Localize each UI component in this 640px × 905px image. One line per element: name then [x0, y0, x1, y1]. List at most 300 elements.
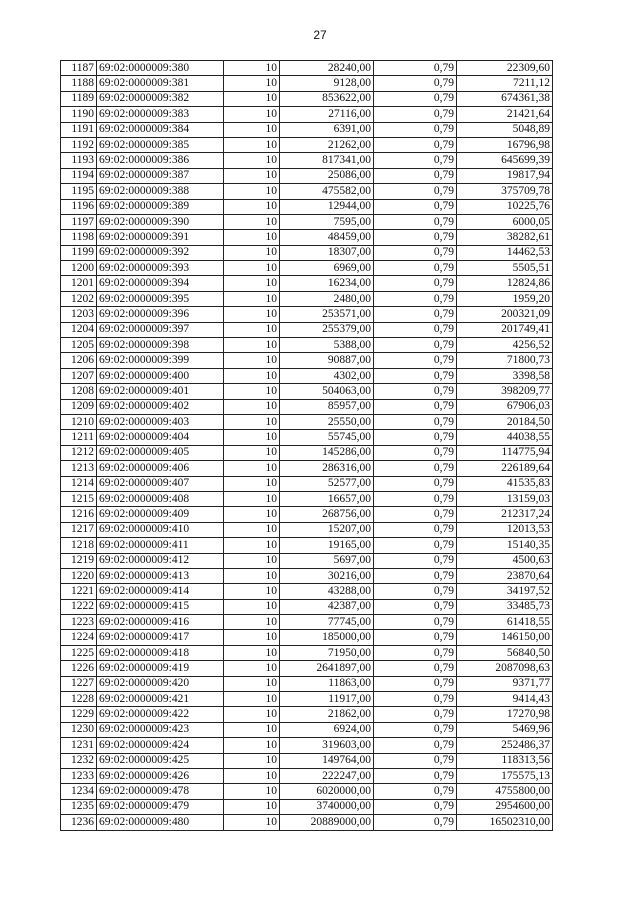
- coefficient-cell: 0,79: [374, 214, 457, 229]
- row-number-cell: 1229: [61, 707, 97, 722]
- coefficient-cell: 0,79: [374, 261, 457, 276]
- coefficient-cell: 0,79: [374, 568, 457, 583]
- coefficient-cell: 0,79: [374, 584, 457, 599]
- value-a-cell: 10: [224, 568, 280, 583]
- table-row: [61, 199, 553, 214]
- cadastral-number-cell: 69:02:0000009:380: [97, 61, 224, 76]
- cadastral-number-cell: 69:02:0000009:399: [97, 353, 224, 368]
- table-row: [61, 599, 553, 614]
- value-b-cell: 185000,00: [280, 630, 374, 645]
- cadastral-number-cell: 69:02:0000009:407: [97, 476, 224, 491]
- row-number-cell: 1219: [61, 553, 97, 568]
- row-number-cell: 1214: [61, 476, 97, 491]
- cadastral-number-cell: 69:02:0000009:401: [97, 384, 224, 399]
- row-number-cell: 1195: [61, 184, 97, 199]
- value-a-cell: 10: [224, 76, 280, 91]
- result-cell: 4500,63: [457, 553, 553, 568]
- cadastral-number-cell: 69:02:0000009:413: [97, 568, 224, 583]
- result-cell: 212317,24: [457, 507, 553, 522]
- result-cell: 200321,09: [457, 307, 553, 322]
- value-a-cell: 10: [224, 491, 280, 506]
- table-row: [61, 799, 553, 814]
- value-a-cell: 10: [224, 784, 280, 799]
- value-a-cell: 10: [224, 384, 280, 399]
- coefficient-cell: 0,79: [374, 137, 457, 152]
- row-number-cell: 1210: [61, 414, 97, 429]
- value-a-cell: 10: [224, 507, 280, 522]
- value-a-cell: 10: [224, 199, 280, 214]
- coefficient-cell: 0,79: [374, 707, 457, 722]
- row-number-cell: 1189: [61, 91, 97, 106]
- coefficient-cell: 0,79: [374, 599, 457, 614]
- result-cell: 4755800,00: [457, 784, 553, 799]
- row-number-cell: 1232: [61, 753, 97, 768]
- value-b-cell: 6924,00: [280, 722, 374, 737]
- row-number-cell: 1188: [61, 76, 97, 91]
- coefficient-cell: 0,79: [374, 353, 457, 368]
- value-b-cell: 77745,00: [280, 615, 374, 630]
- cadastral-number-cell: 69:02:0000009:423: [97, 722, 224, 737]
- coefficient-cell: 0,79: [374, 507, 457, 522]
- result-cell: 2954600,00: [457, 799, 553, 814]
- coefficient-cell: 0,79: [374, 199, 457, 214]
- row-number-cell: 1200: [61, 261, 97, 276]
- cadastral-number-cell: 69:02:0000009:426: [97, 768, 224, 783]
- value-b-cell: 6969,00: [280, 261, 374, 276]
- cadastral-number-cell: 69:02:0000009:386: [97, 153, 224, 168]
- value-a-cell: 10: [224, 753, 280, 768]
- coefficient-cell: 0,79: [374, 461, 457, 476]
- table-row: [61, 738, 553, 753]
- coefficient-cell: 0,79: [374, 661, 457, 676]
- row-number-cell: 1207: [61, 368, 97, 383]
- value-a-cell: 10: [224, 230, 280, 245]
- cadastral-number-cell: 69:02:0000009:403: [97, 414, 224, 429]
- cadastral-number-cell: 69:02:0000009:421: [97, 692, 224, 707]
- table-row: [61, 692, 553, 707]
- row-number-cell: 1187: [61, 61, 97, 76]
- result-cell: 645699,39: [457, 153, 553, 168]
- value-b-cell: 11917,00: [280, 692, 374, 707]
- table-row: [61, 768, 553, 783]
- table-row: [61, 753, 553, 768]
- cadastral-number-cell: 69:02:0000009:388: [97, 184, 224, 199]
- result-cell: 4256,52: [457, 338, 553, 353]
- cadastral-number-cell: 69:02:0000009:410: [97, 522, 224, 537]
- value-b-cell: 149764,00: [280, 753, 374, 768]
- result-cell: 16502310,00: [457, 815, 553, 830]
- coefficient-cell: 0,79: [374, 784, 457, 799]
- value-b-cell: 9128,00: [280, 76, 374, 91]
- row-number-cell: 1196: [61, 199, 97, 214]
- row-number-cell: 1192: [61, 137, 97, 152]
- coefficient-cell: 0,79: [374, 476, 457, 491]
- value-a-cell: 10: [224, 261, 280, 276]
- row-number-cell: 1209: [61, 399, 97, 414]
- cadastral-number-cell: 69:02:0000009:425: [97, 753, 224, 768]
- coefficient-cell: 0,79: [374, 307, 457, 322]
- result-cell: 9371,77: [457, 676, 553, 691]
- table-row: [61, 276, 553, 291]
- coefficient-cell: 0,79: [374, 122, 457, 137]
- value-a-cell: 10: [224, 137, 280, 152]
- result-cell: 10225,76: [457, 199, 553, 214]
- row-number-cell: 1199: [61, 245, 97, 260]
- coefficient-cell: 0,79: [374, 738, 457, 753]
- result-cell: 7211,12: [457, 76, 553, 91]
- value-b-cell: 504063,00: [280, 384, 374, 399]
- value-a-cell: 10: [224, 245, 280, 260]
- row-number-cell: 1205: [61, 338, 97, 353]
- result-cell: 20184,50: [457, 414, 553, 429]
- table-row: [61, 676, 553, 691]
- value-b-cell: 52577,00: [280, 476, 374, 491]
- result-cell: 19817,94: [457, 168, 553, 183]
- cadastral-number-cell: 69:02:0000009:398: [97, 338, 224, 353]
- cadastral-number-cell: 69:02:0000009:385: [97, 137, 224, 152]
- row-number-cell: 1225: [61, 645, 97, 660]
- table-row: [61, 230, 553, 245]
- value-a-cell: 10: [224, 738, 280, 753]
- table-row: [61, 507, 553, 522]
- value-b-cell: 11863,00: [280, 676, 374, 691]
- table-row: [61, 137, 553, 152]
- value-a-cell: 10: [224, 91, 280, 106]
- row-number-cell: 1206: [61, 353, 97, 368]
- value-a-cell: 10: [224, 322, 280, 337]
- row-number-cell: 1222: [61, 599, 97, 614]
- value-a-cell: 10: [224, 338, 280, 353]
- cadastral-number-cell: 69:02:0000009:417: [97, 630, 224, 645]
- cadastral-number-cell: 69:02:0000009:382: [97, 91, 224, 106]
- value-b-cell: 4302,00: [280, 368, 374, 383]
- row-number-cell: 1234: [61, 784, 97, 799]
- value-b-cell: 27116,00: [280, 107, 374, 122]
- value-a-cell: 10: [224, 399, 280, 414]
- coefficient-cell: 0,79: [374, 168, 457, 183]
- result-cell: 2087098,63: [457, 661, 553, 676]
- page-number: 27: [313, 28, 327, 42]
- table-row: [61, 384, 553, 399]
- table-row: [61, 815, 553, 830]
- row-number-cell: 1197: [61, 214, 97, 229]
- cadastral-number-cell: 69:02:0000009:404: [97, 430, 224, 445]
- value-a-cell: 10: [224, 661, 280, 676]
- table-row: [61, 399, 553, 414]
- cadastral-number-cell: 69:02:0000009:400: [97, 368, 224, 383]
- coefficient-cell: 0,79: [374, 522, 457, 537]
- value-b-cell: 268756,00: [280, 507, 374, 522]
- table-row: [61, 430, 553, 445]
- value-a-cell: 10: [224, 476, 280, 491]
- table-row: [61, 61, 553, 76]
- cadastral-number-cell: 69:02:0000009:480: [97, 815, 224, 830]
- row-number-cell: 1224: [61, 630, 97, 645]
- result-cell: 22309,60: [457, 61, 553, 76]
- coefficient-cell: 0,79: [374, 291, 457, 306]
- result-cell: 9414,43: [457, 692, 553, 707]
- coefficient-cell: 0,79: [374, 368, 457, 383]
- table-row: [61, 522, 553, 537]
- result-cell: 71800,73: [457, 353, 553, 368]
- result-cell: 17270,98: [457, 707, 553, 722]
- result-cell: 118313,56: [457, 753, 553, 768]
- value-b-cell: 71950,00: [280, 645, 374, 660]
- table-row: [61, 107, 553, 122]
- table-row: [61, 322, 553, 337]
- result-cell: 201749,41: [457, 322, 553, 337]
- value-a-cell: 10: [224, 692, 280, 707]
- cadastral-number-cell: 69:02:0000009:402: [97, 399, 224, 414]
- row-number-cell: 1198: [61, 230, 97, 245]
- result-cell: 44038,55: [457, 430, 553, 445]
- table-row: [61, 368, 553, 383]
- row-number-cell: 1226: [61, 661, 97, 676]
- value-b-cell: 15207,00: [280, 522, 374, 537]
- value-b-cell: 21862,00: [280, 707, 374, 722]
- cadastral-number-cell: 69:02:0000009:387: [97, 168, 224, 183]
- cadastral-number-cell: 69:02:0000009:418: [97, 645, 224, 660]
- table-row: [61, 307, 553, 322]
- row-number-cell: 1203: [61, 307, 97, 322]
- row-number-cell: 1193: [61, 153, 97, 168]
- table-row: [61, 153, 553, 168]
- result-cell: 114775,94: [457, 445, 553, 460]
- coefficient-cell: 0,79: [374, 768, 457, 783]
- table-row: [61, 122, 553, 137]
- table-row: [61, 414, 553, 429]
- coefficient-cell: 0,79: [374, 276, 457, 291]
- result-cell: 41535,83: [457, 476, 553, 491]
- value-b-cell: 28240,00: [280, 61, 374, 76]
- table-row: [61, 584, 553, 599]
- result-cell: 226189,64: [457, 461, 553, 476]
- value-b-cell: 7595,00: [280, 214, 374, 229]
- table-row: [61, 76, 553, 91]
- table-row: [61, 661, 553, 676]
- result-cell: 175575,13: [457, 768, 553, 783]
- table-row: [61, 168, 553, 183]
- value-a-cell: 10: [224, 153, 280, 168]
- coefficient-cell: 0,79: [374, 491, 457, 506]
- table-row: [61, 568, 553, 583]
- result-cell: 13159,03: [457, 491, 553, 506]
- value-b-cell: 18307,00: [280, 245, 374, 260]
- row-number-cell: 1227: [61, 676, 97, 691]
- value-a-cell: 10: [224, 630, 280, 645]
- coefficient-cell: 0,79: [374, 815, 457, 830]
- value-b-cell: 319603,00: [280, 738, 374, 753]
- table-row: [61, 261, 553, 276]
- coefficient-cell: 0,79: [374, 399, 457, 414]
- table-row: [61, 184, 553, 199]
- cadastral-number-cell: 69:02:0000009:408: [97, 491, 224, 506]
- result-cell: 61418,55: [457, 615, 553, 630]
- result-cell: 34197,52: [457, 584, 553, 599]
- table-row: [61, 630, 553, 645]
- row-number-cell: 1212: [61, 445, 97, 460]
- row-number-cell: 1217: [61, 522, 97, 537]
- result-cell: 15140,35: [457, 538, 553, 553]
- table-row: [61, 338, 553, 353]
- row-number-cell: 1233: [61, 768, 97, 783]
- value-a-cell: 10: [224, 168, 280, 183]
- value-b-cell: 2480,00: [280, 291, 374, 306]
- table-row: [61, 553, 553, 568]
- result-cell: 33485,73: [457, 599, 553, 614]
- table-body: [61, 61, 553, 831]
- value-b-cell: 19165,00: [280, 538, 374, 553]
- cadastral-number-cell: 69:02:0000009:411: [97, 538, 224, 553]
- value-a-cell: 10: [224, 353, 280, 368]
- result-cell: 14462,53: [457, 245, 553, 260]
- value-a-cell: 10: [224, 599, 280, 614]
- value-b-cell: 255379,00: [280, 322, 374, 337]
- value-a-cell: 10: [224, 645, 280, 660]
- value-a-cell: 10: [224, 61, 280, 76]
- value-b-cell: 286316,00: [280, 461, 374, 476]
- cadastral-number-cell: 69:02:0000009:391: [97, 230, 224, 245]
- value-a-cell: 10: [224, 615, 280, 630]
- cadastral-number-cell: 69:02:0000009:478: [97, 784, 224, 799]
- table-row: [61, 91, 553, 106]
- row-number-cell: 1190: [61, 107, 97, 122]
- table-row: [61, 615, 553, 630]
- coefficient-cell: 0,79: [374, 153, 457, 168]
- table-row: [61, 538, 553, 553]
- result-cell: 3398,58: [457, 368, 553, 383]
- value-b-cell: 42387,00: [280, 599, 374, 614]
- result-cell: 674361,38: [457, 91, 553, 106]
- value-a-cell: 10: [224, 368, 280, 383]
- result-cell: 375709,78: [457, 184, 553, 199]
- coefficient-cell: 0,79: [374, 76, 457, 91]
- result-cell: 252486,37: [457, 738, 553, 753]
- row-number-cell: 1213: [61, 461, 97, 476]
- row-number-cell: 1211: [61, 430, 97, 445]
- result-cell: 12013,53: [457, 522, 553, 537]
- value-b-cell: 16657,00: [280, 491, 374, 506]
- cadastral-number-cell: 69:02:0000009:419: [97, 661, 224, 676]
- row-number-cell: 1201: [61, 276, 97, 291]
- result-cell: 56840,50: [457, 645, 553, 660]
- cadastral-number-cell: 69:02:0000009:389: [97, 199, 224, 214]
- table-row: [61, 214, 553, 229]
- value-a-cell: 10: [224, 122, 280, 137]
- row-number-cell: 1218: [61, 538, 97, 553]
- cadastral-number-cell: 69:02:0000009:392: [97, 245, 224, 260]
- coefficient-cell: 0,79: [374, 338, 457, 353]
- coefficient-cell: 0,79: [374, 538, 457, 553]
- value-b-cell: 222247,00: [280, 768, 374, 783]
- table-row: [61, 291, 553, 306]
- cadastral-number-cell: 69:02:0000009:381: [97, 76, 224, 91]
- value-a-cell: 10: [224, 184, 280, 199]
- table-row: [61, 491, 553, 506]
- value-a-cell: 10: [224, 291, 280, 306]
- cadastral-number-cell: 69:02:0000009:390: [97, 214, 224, 229]
- coefficient-cell: 0,79: [374, 184, 457, 199]
- result-cell: 1959,20: [457, 291, 553, 306]
- cadastral-number-cell: 69:02:0000009:412: [97, 553, 224, 568]
- value-a-cell: 10: [224, 214, 280, 229]
- value-b-cell: 20889000,00: [280, 815, 374, 830]
- cadastral-number-cell: 69:02:0000009:479: [97, 799, 224, 814]
- cadastral-number-cell: 69:02:0000009:394: [97, 276, 224, 291]
- row-number-cell: 1202: [61, 291, 97, 306]
- result-cell: 5048,89: [457, 122, 553, 137]
- coefficient-cell: 0,79: [374, 414, 457, 429]
- value-a-cell: 10: [224, 430, 280, 445]
- result-cell: 21421,64: [457, 107, 553, 122]
- coefficient-cell: 0,79: [374, 645, 457, 660]
- value-b-cell: 253571,00: [280, 307, 374, 322]
- value-a-cell: 10: [224, 445, 280, 460]
- coefficient-cell: 0,79: [374, 230, 457, 245]
- data-table: [60, 60, 553, 831]
- coefficient-cell: 0,79: [374, 430, 457, 445]
- value-a-cell: 10: [224, 768, 280, 783]
- value-a-cell: 10: [224, 722, 280, 737]
- coefficient-cell: 0,79: [374, 384, 457, 399]
- value-b-cell: 21262,00: [280, 137, 374, 152]
- cadastral-number-cell: 69:02:0000009:395: [97, 291, 224, 306]
- table-row: [61, 707, 553, 722]
- coefficient-cell: 0,79: [374, 445, 457, 460]
- value-b-cell: 43288,00: [280, 584, 374, 599]
- coefficient-cell: 0,79: [374, 676, 457, 691]
- result-cell: 5469,96: [457, 722, 553, 737]
- coefficient-cell: 0,79: [374, 107, 457, 122]
- value-b-cell: 85957,00: [280, 399, 374, 414]
- result-cell: 16796,98: [457, 137, 553, 152]
- value-b-cell: 6020000,00: [280, 784, 374, 799]
- result-cell: 398209,77: [457, 384, 553, 399]
- value-a-cell: 10: [224, 307, 280, 322]
- cadastral-number-cell: 69:02:0000009:405: [97, 445, 224, 460]
- cadastral-number-cell: 69:02:0000009:384: [97, 122, 224, 137]
- value-a-cell: 10: [224, 707, 280, 722]
- cadastral-number-cell: 69:02:0000009:415: [97, 599, 224, 614]
- coefficient-cell: 0,79: [374, 753, 457, 768]
- table-row: [61, 784, 553, 799]
- value-a-cell: 10: [224, 414, 280, 429]
- cadastral-number-cell: 69:02:0000009:424: [97, 738, 224, 753]
- table-row: [61, 476, 553, 491]
- value-b-cell: 55745,00: [280, 430, 374, 445]
- cadastral-number-cell: 69:02:0000009:397: [97, 322, 224, 337]
- value-a-cell: 10: [224, 538, 280, 553]
- row-number-cell: 1215: [61, 491, 97, 506]
- value-a-cell: 10: [224, 815, 280, 830]
- value-b-cell: 5697,00: [280, 553, 374, 568]
- table-row: [61, 445, 553, 460]
- value-a-cell: 10: [224, 107, 280, 122]
- coefficient-cell: 0,79: [374, 630, 457, 645]
- value-a-cell: 10: [224, 799, 280, 814]
- value-a-cell: 10: [224, 676, 280, 691]
- table-row: [61, 353, 553, 368]
- coefficient-cell: 0,79: [374, 322, 457, 337]
- row-number-cell: 1216: [61, 507, 97, 522]
- row-number-cell: 1204: [61, 322, 97, 337]
- coefficient-cell: 0,79: [374, 615, 457, 630]
- cadastral-number-cell: 69:02:0000009:416: [97, 615, 224, 630]
- table-row: [61, 461, 553, 476]
- result-cell: 146150,00: [457, 630, 553, 645]
- value-b-cell: 90887,00: [280, 353, 374, 368]
- value-b-cell: 48459,00: [280, 230, 374, 245]
